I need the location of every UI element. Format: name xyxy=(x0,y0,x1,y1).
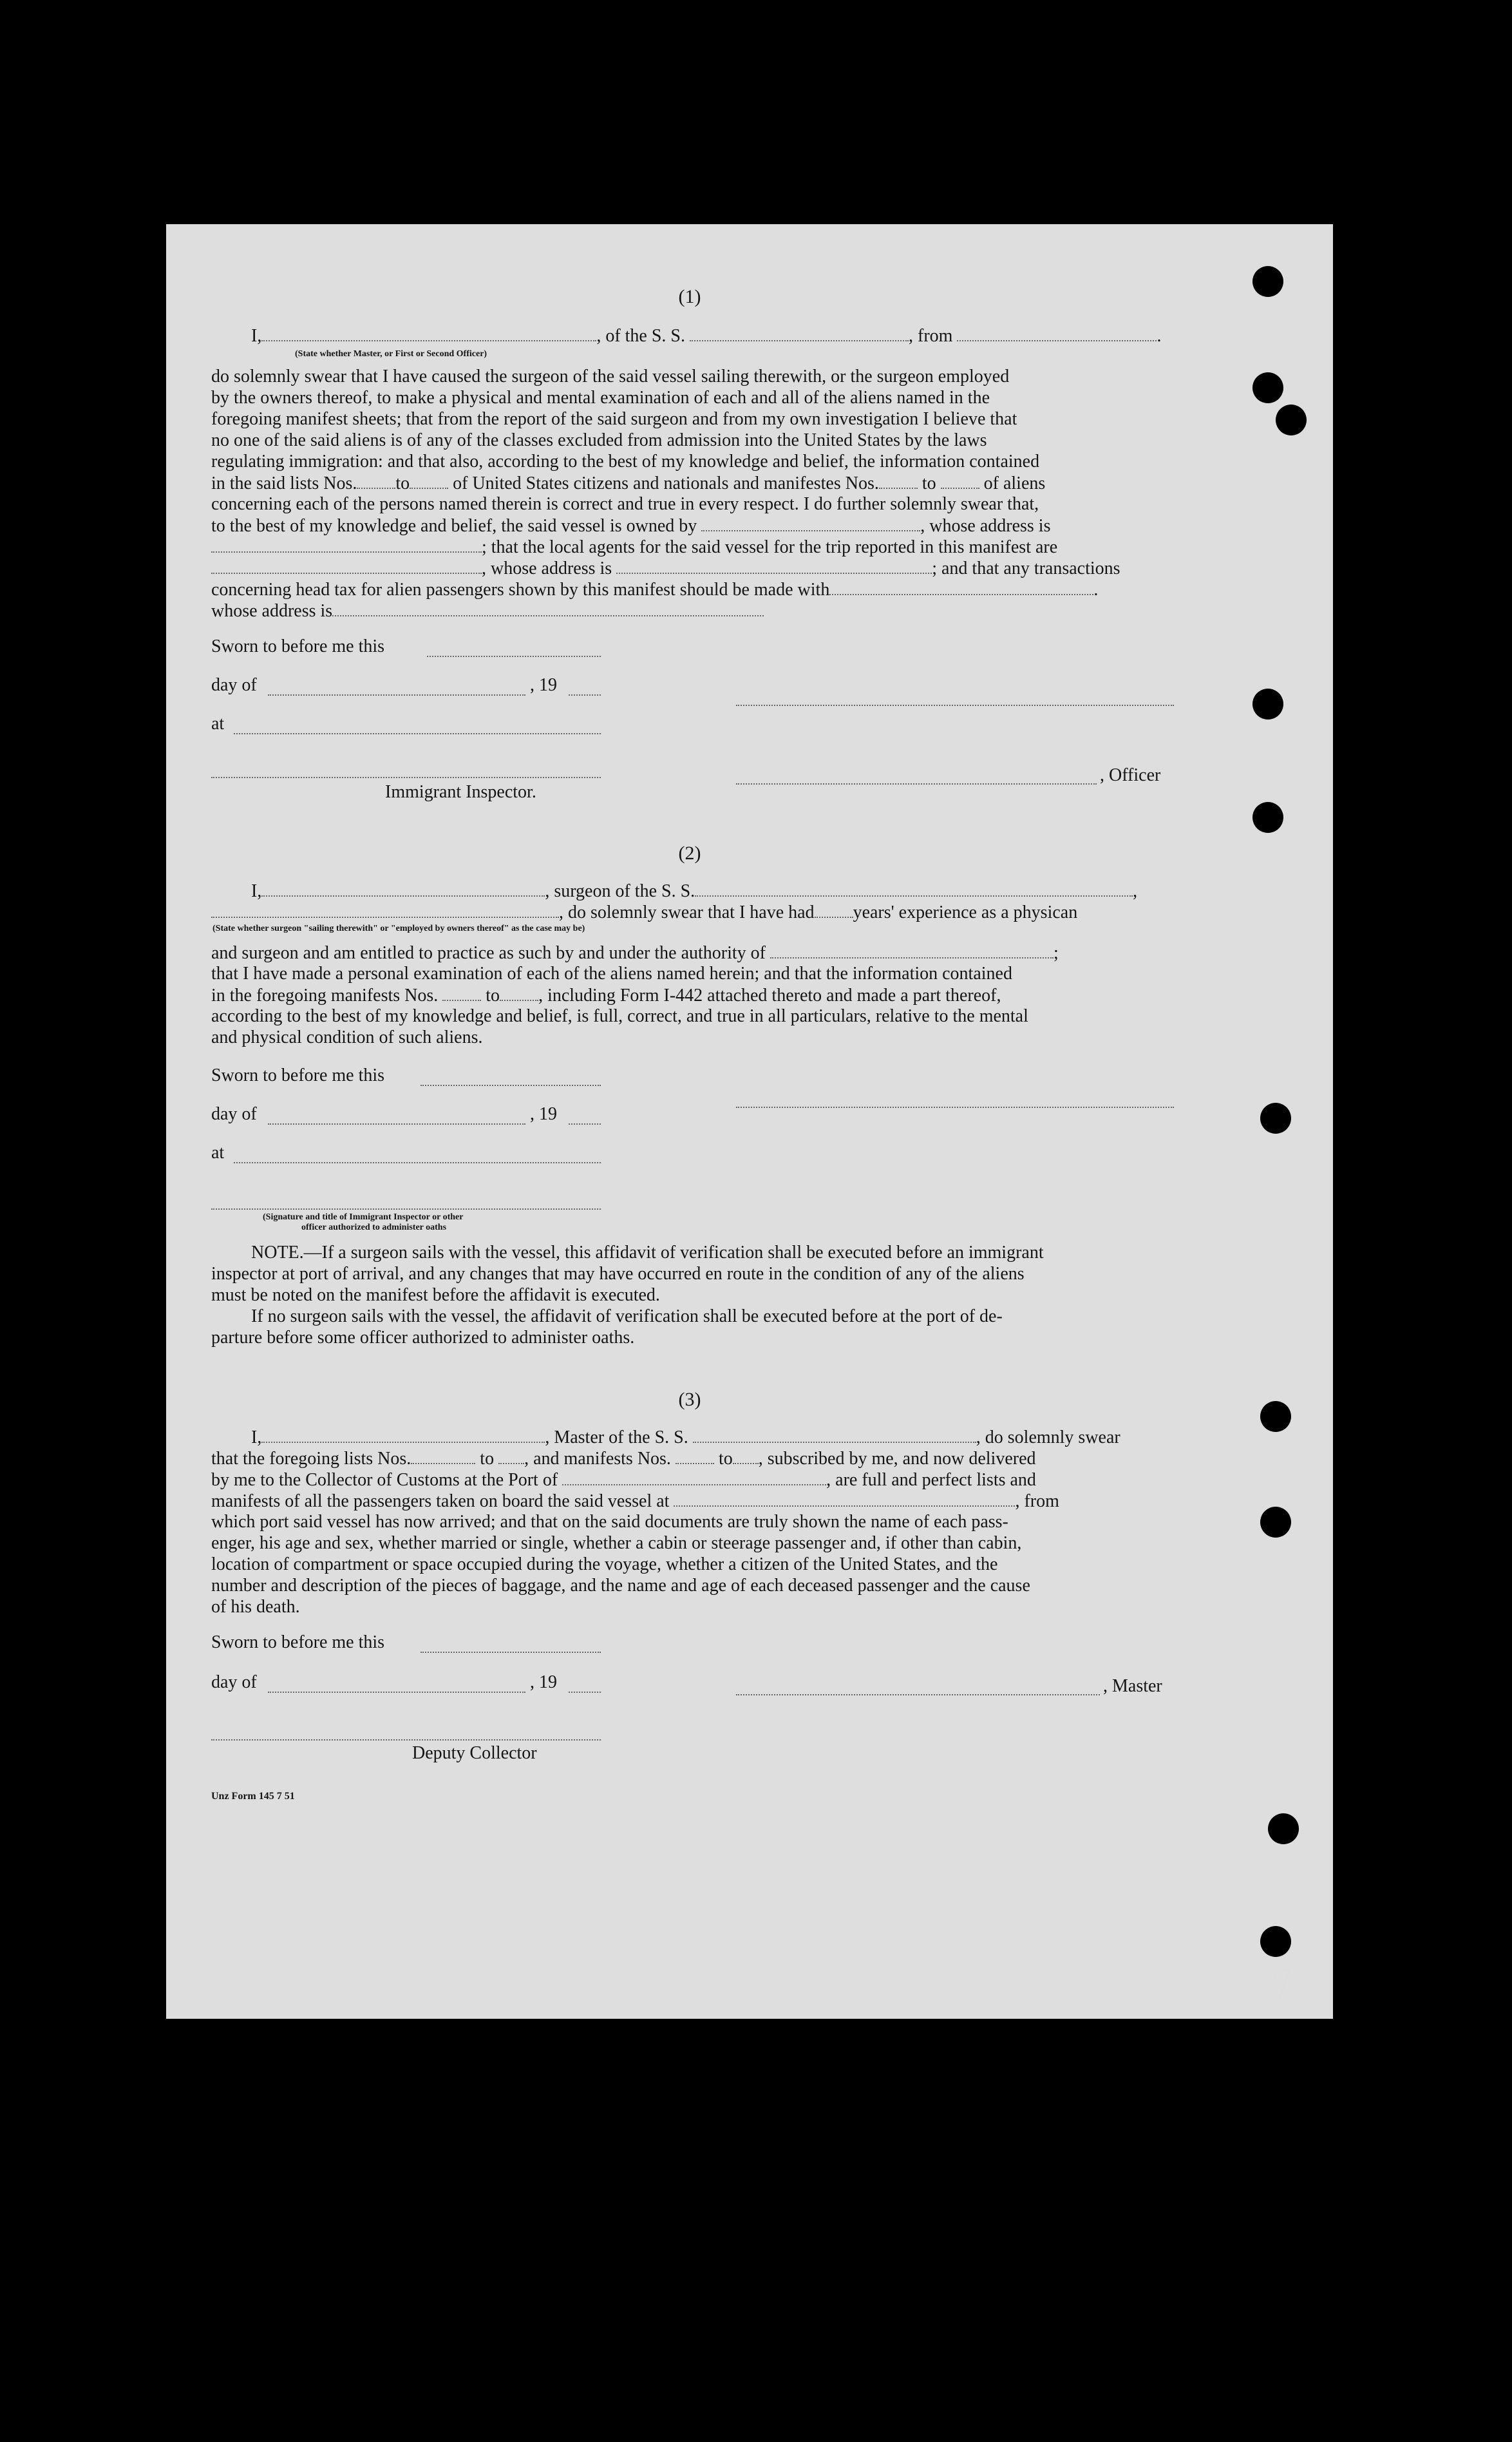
s2-surgeon-signature-line[interactable] xyxy=(736,1107,1174,1108)
vessel-field[interactable] xyxy=(690,325,909,341)
s2-line-4: that I have made a personal examination of each of the aliens named herein; and that the information contained xyxy=(211,964,1012,984)
s3-line-7: location of compartment or space occupied during the voyage, whether a citizen of the United States, and the xyxy=(211,1554,998,1574)
note-line-1: NOTE.—If a surgeon sails with the vessel, this affidavit of verification shall be executed before an immigrant xyxy=(251,1243,1044,1263)
s1-sworn-label: Sworn to before me this xyxy=(211,636,385,656)
s2-month-field[interactable] xyxy=(268,1123,525,1125)
head-tax-field[interactable] xyxy=(829,578,1093,595)
s3-master-signature-line[interactable] xyxy=(736,1694,1100,1695)
s3-collector-signature-line[interactable] xyxy=(211,1739,601,1741)
s1-line-2: do solemnly swear that I have caused the surgeon of the said vessel sailing therewith, or the surgeon employed xyxy=(211,367,1010,386)
lists-to-field[interactable] xyxy=(410,472,448,489)
s3-line-5: which port said vessel has now arrived; and that on the said documents are truly shown the name of each pass- xyxy=(211,1512,1008,1532)
s2-from-field[interactable] xyxy=(442,984,481,1001)
s3-boarding-port-field[interactable] xyxy=(674,1490,1015,1507)
owner-address-field[interactable] xyxy=(211,536,482,553)
s3-lists-to-field[interactable] xyxy=(498,1447,524,1464)
s3-manifests-from-field[interactable] xyxy=(676,1447,714,1464)
rank-field[interactable] xyxy=(261,325,596,341)
s2-line-2: , do solemnly swear that I have had years' experience as a physican xyxy=(211,901,1177,923)
section-2-heading: (2) xyxy=(678,843,701,864)
s2-sworn-date-field[interactable] xyxy=(421,1085,601,1086)
s2-dayof-label: day of xyxy=(211,1104,257,1124)
s3-year-label: , 19 xyxy=(530,1672,557,1692)
s1-at-label: at xyxy=(211,714,225,734)
s3-sworn-date-field[interactable] xyxy=(421,1652,601,1653)
authority-field[interactable] xyxy=(770,942,1054,959)
s1-line-8: concerning each of the persons named therein is correct and true in every respect. I do further solemnly swear that, xyxy=(211,494,1039,514)
punch-hole xyxy=(1260,1926,1291,1957)
punch-hole xyxy=(1260,1507,1291,1538)
surgeon-name-field[interactable] xyxy=(261,880,545,897)
punch-hole xyxy=(1276,405,1307,435)
note-line-5: parture before some officer authorized to administer oaths. xyxy=(211,1328,635,1348)
punch-hole xyxy=(1252,689,1283,720)
s1-line-7: in the said lists Nos. to of United States citizens and nationals and manifestes Nos. to of aliens xyxy=(211,473,1046,493)
s1-line-5: no one of the said aliens is of any of the classes excluded from admission into the United States by the laws xyxy=(211,430,987,450)
s3-line-6: enger, his age and sex, whether married or single, whether a cabin or steerage passenger and, if other than cabin, xyxy=(211,1533,1022,1553)
s3-lists-from-field[interactable] xyxy=(411,1447,475,1464)
s3-line-3: by me to the Collector of Customs at the Port of , are full and perfect lists and xyxy=(211,1470,1036,1490)
s1-at-field[interactable] xyxy=(234,733,601,734)
s2-line-7: and physical condition of such aliens. xyxy=(211,1027,483,1047)
s1-line-9: to the best of my knowledge and belief, the said vessel is owned by , whose address is xyxy=(211,516,1051,536)
s3-year-field[interactable] xyxy=(569,1692,601,1693)
s3-sworn-label: Sworn to before me this xyxy=(211,1632,385,1652)
s1-inspector-signature-line[interactable] xyxy=(211,777,601,778)
agents-address-field[interactable] xyxy=(616,557,932,574)
punch-hole xyxy=(1260,1401,1291,1432)
s2-year-field[interactable] xyxy=(569,1123,601,1125)
punch-hole xyxy=(1268,1813,1299,1844)
head-tax-address-field[interactable] xyxy=(332,600,764,616)
section-1-heading: (1) xyxy=(678,286,701,307)
s2-line-6: according to the best of my knowledge and belief, is full, correct, and true in all particulars, relative to the mental xyxy=(211,1006,1028,1026)
s3-line-1: I, , Master of the S. S. , do solemnly swear xyxy=(251,1427,1120,1447)
s2-line-3: and surgeon and am entitled to practice as such by and under the authority of ; xyxy=(211,943,1059,963)
s2-officer-signature-line[interactable] xyxy=(211,1208,601,1210)
s2-sworn-label: Sworn to before me this xyxy=(211,1065,385,1085)
s2-vessel-field[interactable] xyxy=(695,880,1133,897)
s3-master-label: , Master xyxy=(1103,1676,1162,1696)
s1-line-3: by the owners thereof, to make a physical and mental examination of each and all of the aliens named in the xyxy=(211,388,990,408)
surgeon-status-field[interactable] xyxy=(211,901,559,918)
agents-field[interactable] xyxy=(211,557,482,574)
s2-year-label: , 19 xyxy=(530,1104,557,1124)
s1-line-13: whose address is xyxy=(211,600,1177,622)
s1-line-6: regulating immigration: and that also, according to the best of my knowledge and belief, the information contained xyxy=(211,452,1040,472)
s3-line-9: of his death. xyxy=(211,1597,300,1617)
s1-year-field[interactable] xyxy=(569,694,601,696)
s2-line-1: I, , surgeon of the S. S. , xyxy=(251,881,1138,901)
s1-line-11: , whose address is ; and that any transactions xyxy=(211,557,1177,579)
s3-line-2: that the foregoing lists Nos. to , and manifests Nos. to , subscribed by me, and now delivered xyxy=(211,1449,1036,1469)
manifests-from-field[interactable] xyxy=(879,472,918,489)
s1-year-label: , 19 xyxy=(530,675,557,695)
s1-line-12: concerning head tax for alien passengers shown by this manifest should be made with . xyxy=(211,580,1099,600)
s2-at-field[interactable] xyxy=(234,1162,601,1163)
s3-vessel-field[interactable] xyxy=(693,1426,976,1443)
s1-inspector-label: Immigrant Inspector. xyxy=(385,782,536,802)
s1-master-signature-line[interactable] xyxy=(736,705,1174,706)
s3-line-4: manifests of all the passengers taken on board the said vessel at , from xyxy=(211,1491,1059,1511)
s1-line-4: foregoing manifest sheets; that from the report of the said surgeon and from my own investigation I believe that xyxy=(211,409,1017,429)
s2-sig-caption-2: officer authorized to administer oaths xyxy=(301,1223,447,1232)
owner-field[interactable] xyxy=(701,515,920,531)
page-mark: 7 xyxy=(1265,1956,1301,2011)
s1-officer-signature-line[interactable] xyxy=(736,783,1097,785)
s1-month-field[interactable] xyxy=(268,694,525,696)
note-line-4: If no surgeon sails with the vessel, the affidavit of verification shall be executed before at the port of de- xyxy=(251,1306,1003,1326)
s1-dayof-label: day of xyxy=(211,675,257,695)
s3-port-field[interactable] xyxy=(562,1469,826,1485)
form-number: Unz Form 145 7 51 xyxy=(211,1791,295,1802)
note-line-3: must be noted on the manifest before the affidavit is executed. xyxy=(211,1285,660,1305)
s1-line-1: I, , of the S. S. , from . xyxy=(251,326,1162,346)
s1-caption: (State whether Master, or First or Second Officer) xyxy=(295,349,487,359)
punch-hole xyxy=(1252,802,1283,833)
s3-deputy-label: Deputy Collector xyxy=(412,1743,537,1763)
s2-at-label: at xyxy=(211,1143,225,1163)
punch-hole xyxy=(1260,1103,1291,1134)
from-field[interactable] xyxy=(957,325,1157,341)
section-3-heading: (3) xyxy=(678,1389,701,1410)
s3-master-name-field[interactable] xyxy=(261,1426,545,1443)
s2-caption: (State whether surgeon "sailing therewith" or "employed by owners thereof" as the case may be) xyxy=(213,924,585,933)
form-page xyxy=(166,224,1333,2019)
s2-to-field[interactable] xyxy=(500,984,538,1001)
punch-hole xyxy=(1252,266,1283,297)
s2-line-5: in the foregoing manifests Nos. to , including Form I-442 attached thereto and made a part thereof, xyxy=(211,986,1001,1006)
lists-from-field[interactable] xyxy=(357,472,395,489)
s3-manifests-to-field[interactable] xyxy=(733,1447,759,1464)
manifests-to-field[interactable] xyxy=(941,472,979,489)
years-field[interactable] xyxy=(815,901,853,918)
punch-hole xyxy=(1252,372,1283,403)
s1-line-10: ; that the local agents for the said vessel for the trip reported in this manifest are xyxy=(211,536,1177,558)
s2-sig-caption-1: (Signature and title of Immigrant Inspector or other xyxy=(263,1212,464,1222)
s3-month-field[interactable] xyxy=(268,1692,525,1693)
s1-sworn-date-field[interactable] xyxy=(427,656,601,657)
s1-officer-label: , Officer xyxy=(1100,765,1161,785)
note-line-2: inspector at port of arrival, and any changes that may have occurred en route in the condition of any of the aliens xyxy=(211,1264,1025,1284)
s3-line-8: number and description of the pieces of baggage, and the name and age of each deceased passenger and the cause xyxy=(211,1576,1030,1596)
s3-dayof-label: day of xyxy=(211,1672,257,1692)
